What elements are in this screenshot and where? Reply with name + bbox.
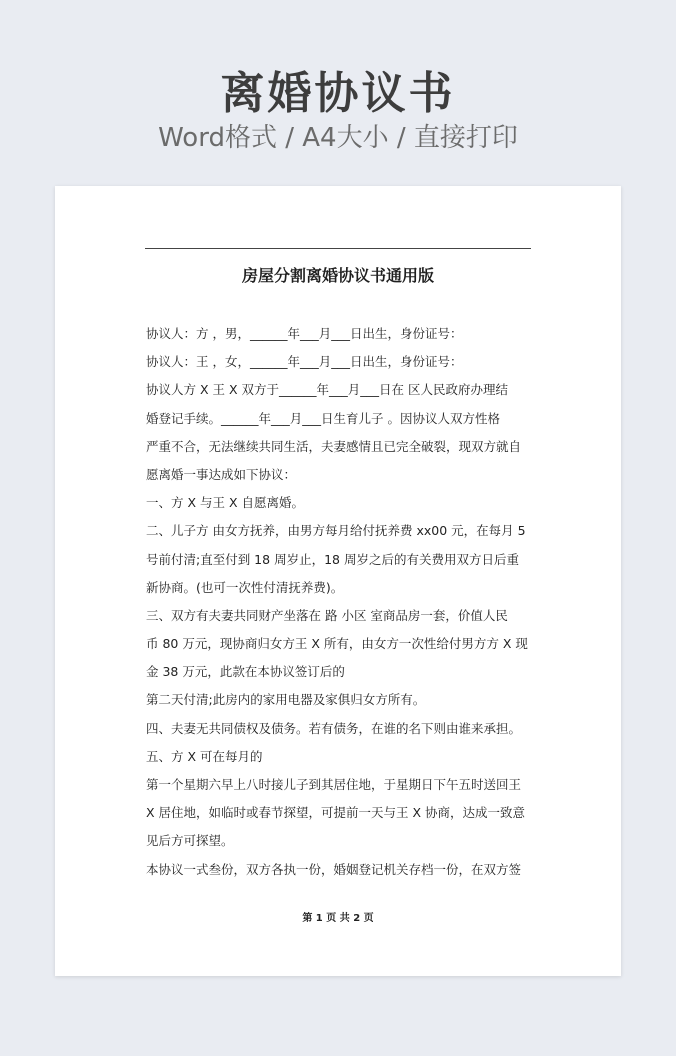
document-body xyxy=(146,320,532,884)
body-line: 严重不合，无法继续共同生活，夫妻感情且已完全破裂，现双方就自 xyxy=(146,438,522,454)
body-line: 协议人：方 ，男，______年___月___日出生，身份证号： xyxy=(146,326,463,341)
document-title: 房屋分割离婚协议书通用版 xyxy=(241,266,434,285)
body-line: 金 38 万元，此款在本协议签订后的 xyxy=(146,664,345,680)
banner-title: 离婚协议书 xyxy=(220,68,456,119)
body-line: 第二天付清;此房内的家用电器及家俱归女方所有。 xyxy=(146,692,426,708)
body-line: 三、双方有夫妻共同财产坐落在 路 小区 室商品房一套，价值人民 xyxy=(146,607,508,623)
body-line: X 居住地，如临时或春节探望，可提前一天与王 X 协商，达成一致意 xyxy=(146,805,526,821)
body-line: 币 80 万元，现协商归女方王 X 所有，由女方一次性给付男方方 X 现 xyxy=(146,636,528,652)
body-line: 五、方 X 可在每月的 xyxy=(146,748,263,764)
header-rule xyxy=(145,248,531,249)
body-line: 婚登记手续。______年___月___日生育儿子 。因协议人双方性格 xyxy=(146,410,500,426)
body-line: 本协议一式叁份，双方各执一份，婚姻登记机关存档一份，在双方签 xyxy=(146,861,522,877)
body-line: 第一个星期六早上八时接儿子到其居住地，于星期日下午五时送回王 xyxy=(146,777,522,792)
body-line: 一、方 X 与王 X 自愿离婚。 xyxy=(146,495,305,511)
body-line: 协议人：王 ，女，______年___月___日出生，身份证号： xyxy=(146,354,463,370)
body-line: 协议人方 X 王 X 双方于______年___月___日在 区人民政府办理结 xyxy=(146,382,508,398)
body-line: 见后方可探望。 xyxy=(146,833,234,849)
body-line: 号前付清;直至付到 18 周岁止，18 周岁之后的有关费用双方日后重 xyxy=(146,551,519,567)
body-line: 新协商。(也可一次性付清抚养费)。 xyxy=(146,579,344,595)
page-number: 第 1 页 共 2 页 xyxy=(302,913,374,924)
document-page xyxy=(55,186,621,976)
body-line: 愿离婚一事达成如下协议： xyxy=(146,466,297,482)
banner-subtitle: Word格式 / A4大小 / 直接打印 xyxy=(158,123,518,153)
body-line: 二、儿子方 由女方抚养，由男方每月给付抚养费 xx00 元，在每月 5 xyxy=(146,523,526,539)
body-line: 四、夫妻无共同债权及债务。若有债务，在谁的名下则由谁来承担。 xyxy=(146,720,522,736)
